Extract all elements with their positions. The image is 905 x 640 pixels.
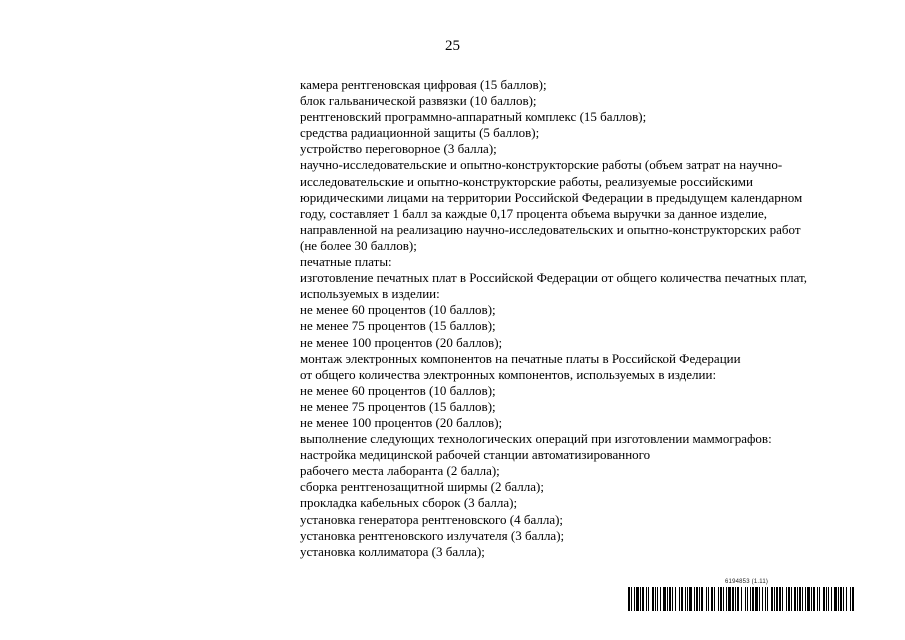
text-line: установка рентгеновского излучателя (3 балла); [300,527,565,543]
text-line: блок гальванической развязки (10 баллов); [300,93,537,109]
barcode-bar [640,587,641,611]
barcode-bar [689,587,692,611]
barcode-bar [663,587,666,611]
barcode-bar [694,587,695,611]
barcode-bar [771,587,773,611]
barcode-bar [732,587,734,611]
barcode-bar [667,587,668,611]
document-body [300,77,860,560]
text-line: направленной на реализацию научно-исследовательских и опытно-конструкторских работ [300,221,801,237]
text-line: научно-исследовательские и опытно-конструкторские работы (объем затрат на научно- [300,157,783,173]
barcode-bar [741,587,742,611]
text-line: не менее 75 процентов (15 баллов); [300,318,496,334]
barcode-bar [788,587,790,611]
barcode-bar [628,587,630,611]
barcode-bar [828,587,829,611]
barcode-bar [838,587,839,611]
barcode-bar [672,587,673,611]
text-line: устройство переговорное (3 балла); [300,141,497,157]
barcode-bar [819,587,820,611]
barcode-bar [759,587,760,611]
barcode-bar [747,587,748,611]
barcode-bar [831,587,832,611]
barcode-bar [811,587,812,611]
barcode-bar [799,587,801,611]
text-line: от общего количества электронных компонентов, используемых в изделии: [300,366,717,382]
barcode-bar [636,587,639,611]
text-line: установка генератора рентгеновского (4 балла); [300,511,564,527]
barcode-bar [631,587,632,611]
barcode-bar [805,587,806,611]
barcode-bar [660,587,661,611]
barcode-bar [834,587,837,611]
text-line: (не более 30 баллов); [300,237,417,253]
barcode-bar [807,587,810,611]
barcode-bar [802,587,803,611]
barcode-bar [720,587,722,611]
barcode-bar [774,587,775,611]
barcode-bar [779,587,781,611]
barcode-bar [685,587,686,611]
barcode-bar [642,587,644,611]
barcode-bar [726,587,727,611]
barcode-bar [823,587,825,611]
barcode-bar [782,587,783,611]
text-line: юридическими лицами на территории Российской Федерации в предыдущем календарном [300,189,803,205]
barcode-caption: 6194853 (1.11) [725,579,769,585]
barcode-bar [714,587,715,611]
barcode-bar [699,587,700,611]
barcode-bar [813,587,815,611]
text-line: сборка рентгенозащитной ширмы (2 балла); [300,479,544,495]
text-line: рентгеновский программно-аппаратный комплекс (15 баллов); [300,109,647,125]
text-line: исследовательские и опытно-конструкторские работы, реализуемые российскими [300,173,753,189]
barcode-bar [681,587,683,611]
barcode-bar [679,587,680,611]
barcode-bar [728,587,731,611]
barcode-bar [762,587,763,611]
text-line: году, составляет 1 балл за каждые 0,17 процента объема выручки за данное изделие, [300,205,767,221]
barcode-bar [797,587,798,611]
text-line: выполнение следующих технологических операций при изготовлении маммографов: [300,431,772,447]
text-line: не менее 100 процентов (20 баллов); [300,414,503,430]
barcode-bar [718,587,719,611]
text-line: не менее 75 процентов (15 баллов); [300,398,496,414]
barcode-bar [750,587,751,611]
barcode-bar [652,587,654,611]
barcode-bar [846,587,847,611]
barcode-bar [755,587,758,611]
barcode-bar [701,587,703,611]
barcode-bar [669,587,671,611]
barcode-bar [711,587,713,611]
text-line: не менее 100 процентов (20 баллов); [300,334,503,350]
barcode-bar [687,587,688,611]
barcode-bar [708,587,709,611]
text-line: прокладка кабельных сборок (3 балла); [300,495,518,511]
text-line: монтаж электронных компонентов на печатные платы в Российской Федерации [300,350,741,366]
text-line: установка коллиматора (3 балла); [300,543,485,559]
barcode-bar [735,587,736,611]
text-line: средства радиационной защиты (5 баллов); [300,125,540,141]
barcode-bar [723,587,724,611]
text-line: используемых в изделии: [300,286,440,302]
barcode-bar [675,587,676,611]
barcode-bar [840,587,842,611]
barcode-bar [655,587,656,611]
barcode [628,587,856,611]
barcode-bar [737,587,739,611]
text-line: не менее 60 процентов (10 баллов); [300,302,496,318]
barcode-bar [791,587,792,611]
barcode-bar [794,587,796,611]
barcode-bar [786,587,787,611]
barcode-bar [706,587,707,611]
barcode-bar [752,587,754,611]
barcode-bar [745,587,746,611]
barcode-bar [852,587,854,611]
text-line: печатные платы: [300,254,392,270]
barcode-bar [657,587,658,611]
barcode-bar [850,587,851,611]
text-line: рабочего места лаборанта (2 балла); [300,463,500,479]
text-line: настройка медицинской рабочей станции автоматизированного [300,447,651,463]
text-line: изготовление печатных плат в Российской Федерации от общего количества печатных плат, [300,270,807,286]
barcode-bar [826,587,827,611]
barcode-bar [648,587,649,611]
barcode-bar [765,587,766,611]
barcode-bar [646,587,647,611]
barcode-bar [767,587,768,611]
barcode-bar [817,587,818,611]
page-number: 25 [445,38,460,54]
barcode-bar [843,587,844,611]
text-line: не менее 60 процентов (10 баллов); [300,382,496,398]
barcode-bar [776,587,778,611]
barcode-bar [696,587,698,611]
barcode-bar [634,587,635,611]
text-line: камера рентгеновская цифровая (15 баллов); [300,77,547,92]
